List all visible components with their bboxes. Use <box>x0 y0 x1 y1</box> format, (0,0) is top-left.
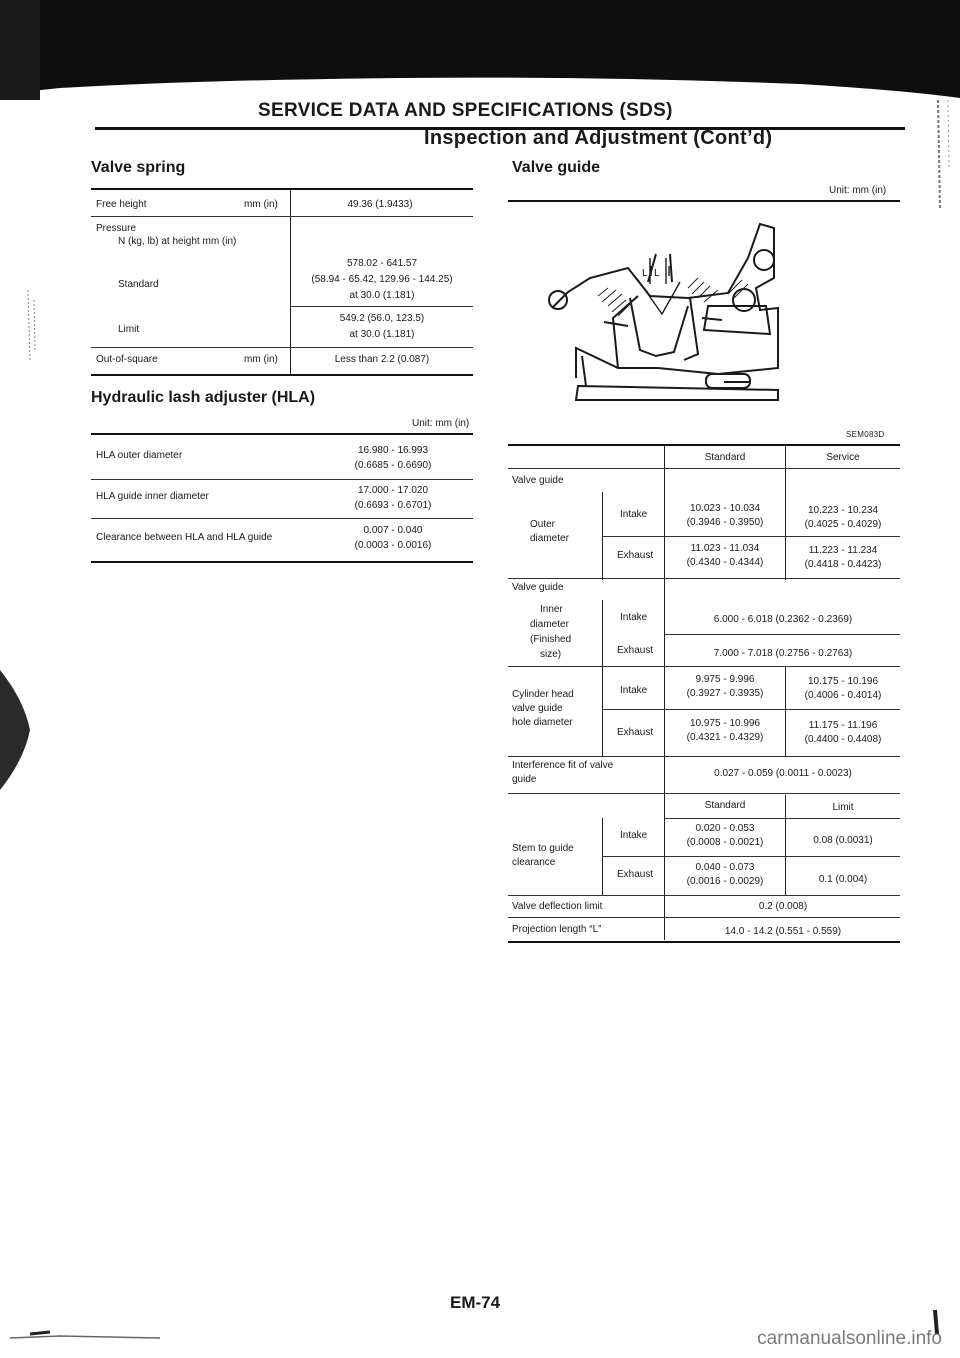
head-label-1: Cylinder head <box>512 689 574 700</box>
standard-label: Standard <box>118 279 159 290</box>
col-divider-std-limit <box>785 795 786 896</box>
head-label-2: valve guide <box>512 703 563 714</box>
subcol-divider <box>602 818 603 896</box>
row-divider <box>508 793 900 794</box>
out-of-square-unit: mm (in) <box>244 354 278 365</box>
pressure-unit: N (kg, lb) at height mm (in) <box>118 236 237 247</box>
page-number: EM-74 <box>450 1293 501 1312</box>
limit-label: Limit <box>118 324 140 335</box>
row-divider <box>602 709 900 710</box>
hla-clearance-value-2: (0.0003 - 0.0016) <box>354 540 432 551</box>
inner-label-3: (Finished <box>530 634 572 645</box>
head-intake-srv-2: (0.4006 - 0.4014) <box>804 690 882 701</box>
stem-exhaust-label: Exhaust <box>617 869 654 880</box>
free-height-label: Free height <box>96 199 147 210</box>
row-divider <box>508 895 900 896</box>
head-exhaust-std-1: 10.975 - 10.996 <box>689 718 761 729</box>
head-exhaust-srv-1: 11.175 - 11.196 <box>808 720 878 731</box>
standard-value-2: (58.94 - 65.42, 129.96 - 144.25) <box>311 274 453 285</box>
free-height-unit: mm (in) <box>244 199 278 210</box>
valve-spring-top-rule <box>91 188 473 190</box>
bottom-scan-mark <box>0 1322 170 1342</box>
valve-guide-title: Valve guide <box>512 159 601 176</box>
row-divider <box>91 518 473 519</box>
inner-intake-value: 6.000 - 6.018 (0.2362 - 0.2369) <box>713 614 853 625</box>
head-label-3: hole diameter <box>512 717 573 728</box>
stem-intake-std-1: 0.020 - 0.053 <box>695 823 755 834</box>
head-intake-std-1: 9.975 - 9.996 <box>695 674 755 685</box>
row-divider <box>665 634 900 635</box>
interference-value: 0.027 - 0.059 (0.0011 - 0.0023) <box>714 768 852 779</box>
hla-unit: Unit: mm (in) <box>412 418 470 429</box>
hla-clearance-value-1: 0.007 - 0.040 <box>363 525 423 536</box>
inner-exhaust-label: Exhaust <box>617 645 654 656</box>
valve-guide-bottom-rule <box>508 941 900 943</box>
outer-exhaust-srv-1: 11.223 - 11.234 <box>808 545 878 556</box>
watermark-text: carmanualsonline.info <box>757 1328 942 1349</box>
figure-label-l-2: L <box>654 268 660 279</box>
inner-exhaust-value: 7.000 - 7.018 (0.2756 - 0.2763) <box>713 648 853 659</box>
edge-scan-marks <box>20 290 44 360</box>
subcol-divider <box>602 600 603 667</box>
scan-header-band <box>0 0 960 100</box>
valve-guide-top-rule <box>508 200 900 202</box>
stem-col-standard: Standard <box>704 800 746 811</box>
inner-label-4: size) <box>540 649 562 660</box>
outer-intake-std-2: (0.3946 - 0.3950) <box>686 517 764 528</box>
deflection-value: 0.2 (0.008) <box>758 901 808 912</box>
hla-guide-inner-value-2: (0.6693 - 0.6701) <box>354 500 432 511</box>
row-divider <box>291 306 473 307</box>
subcol-divider <box>602 667 603 757</box>
outer-exhaust-srv-2: (0.4418 - 0.4423) <box>804 559 882 570</box>
outer-exhaust-label: Exhaust <box>617 550 654 561</box>
stem-intake-label: Intake <box>620 830 648 841</box>
outer-intake-srv-1: 10.223 - 10.234 <box>807 505 879 516</box>
stem-intake-limit: 0.08 (0.0031) <box>813 835 873 846</box>
out-of-square-value: Less than 2.2 (0.087) <box>334 354 430 365</box>
deflection-label: Valve deflection limit <box>512 901 603 912</box>
col-divider-main <box>664 446 665 917</box>
head-exhaust-srv-2: (0.4400 - 0.4408) <box>804 734 882 745</box>
hla-guide-inner-label: HLA guide inner diameter <box>96 491 209 502</box>
page-header-title: SERVICE DATA AND SPECIFICATIONS (SDS) <box>258 100 673 121</box>
hla-outer-diameter-value-1: 16.980 - 16.993 <box>357 445 429 456</box>
projection-label: Projection length “L” <box>512 924 602 935</box>
valve-spring-title: Valve spring <box>91 159 186 176</box>
hla-top-rule <box>91 433 473 435</box>
row-divider <box>91 216 473 217</box>
valve-guide-label-2: Valve guide <box>512 582 564 593</box>
valve-guide-table-top-rule <box>508 444 900 446</box>
head-intake-std-2: (0.3927 - 0.3935) <box>686 688 764 699</box>
row-divider <box>602 536 900 537</box>
figure-label-l: L <box>642 268 648 279</box>
interference-label-1: Interference fit of valve <box>512 760 614 771</box>
interference-label-2: guide <box>512 774 537 785</box>
outer-intake-label: Intake <box>620 509 648 520</box>
head-intake-srv-1: 10.175 - 10.196 <box>807 676 879 687</box>
stem-col-limit: Limit <box>832 802 854 813</box>
col-service: Service <box>826 452 860 463</box>
inner-label-1: Inner <box>540 604 563 615</box>
row-divider <box>508 468 900 469</box>
standard-value-1: 578.02 - 641.57 <box>346 258 418 269</box>
outer-label-1: Outer <box>530 519 556 530</box>
subcol-divider <box>602 492 603 580</box>
row-divider <box>91 479 473 480</box>
col-divider-main <box>664 918 665 940</box>
outer-exhaust-std-2: (0.4340 - 0.4344) <box>686 557 764 568</box>
valve-guide-label: Valve guide <box>512 475 564 486</box>
row-divider <box>91 347 473 348</box>
col-divider-std-srv <box>785 446 786 580</box>
hla-clearance-label: Clearance between HLA and HLA guide <box>96 532 273 543</box>
hla-bottom-rule <box>91 561 473 563</box>
row-divider <box>508 666 900 667</box>
col-divider-std-srv <box>785 667 786 757</box>
limit-value-2: at 30.0 (1.181) <box>349 329 415 340</box>
outer-intake-srv-2: (0.4025 - 0.4029) <box>804 519 882 530</box>
head-exhaust-std-2: (0.4321 - 0.4329) <box>686 732 764 743</box>
row-divider <box>508 756 900 757</box>
out-of-square-label: Out-of-square <box>96 354 158 365</box>
standard-value-3: at 30.0 (1.181) <box>349 290 415 301</box>
figure-code: SEM083D <box>846 430 885 439</box>
hla-title: Hydraulic lash adjuster (HLA) <box>91 389 316 406</box>
valve-guide-unit: Unit: mm (in) <box>829 185 887 196</box>
outer-exhaust-std-1: 11.023 - 11.034 <box>690 543 760 554</box>
stem-label-1: Stem to guide <box>512 843 574 854</box>
row-divider <box>508 578 900 579</box>
stem-exhaust-limit: 0.1 (0.004) <box>818 874 868 885</box>
row-divider <box>602 856 900 857</box>
binding-hole-shadow <box>0 660 40 800</box>
inner-label-2: diameter <box>530 619 569 630</box>
row-divider <box>665 818 900 819</box>
outer-intake-std-1: 10.023 - 10.034 <box>689 503 761 514</box>
head-intake-label: Intake <box>620 685 648 696</box>
stem-label-2: clearance <box>512 857 556 868</box>
inner-intake-label: Intake <box>620 612 648 623</box>
edge-scan-marks <box>918 100 960 210</box>
cylinder-head-diagram <box>538 218 808 403</box>
page-subtitle: Inspection and Adjustment (Cont’d) <box>424 127 773 149</box>
stem-exhaust-std-2: (0.0016 - 0.0029) <box>686 876 764 887</box>
hla-outer-diameter-label: HLA outer diameter <box>96 450 183 461</box>
head-exhaust-label: Exhaust <box>617 727 654 738</box>
limit-value-1: 549.2 (56.0, 123.5) <box>339 313 425 324</box>
stem-exhaust-std-1: 0.040 - 0.073 <box>695 862 755 873</box>
free-height-value: 49.36 (1.9433) <box>347 199 413 210</box>
valve-spring-bottom-rule <box>91 374 473 376</box>
hla-outer-diameter-value-2: (0.6685 - 0.6690) <box>354 460 432 471</box>
outer-label-2: diameter <box>530 533 569 544</box>
col-standard: Standard <box>704 452 746 463</box>
row-divider <box>508 917 900 918</box>
pressure-label: Pressure <box>96 223 137 234</box>
stem-intake-std-2: (0.0008 - 0.0021) <box>686 837 764 848</box>
projection-value: 14.0 - 14.2 (0.551 - 0.559) <box>724 926 842 937</box>
hla-guide-inner-value-1: 17.000 - 17.020 <box>357 485 429 496</box>
